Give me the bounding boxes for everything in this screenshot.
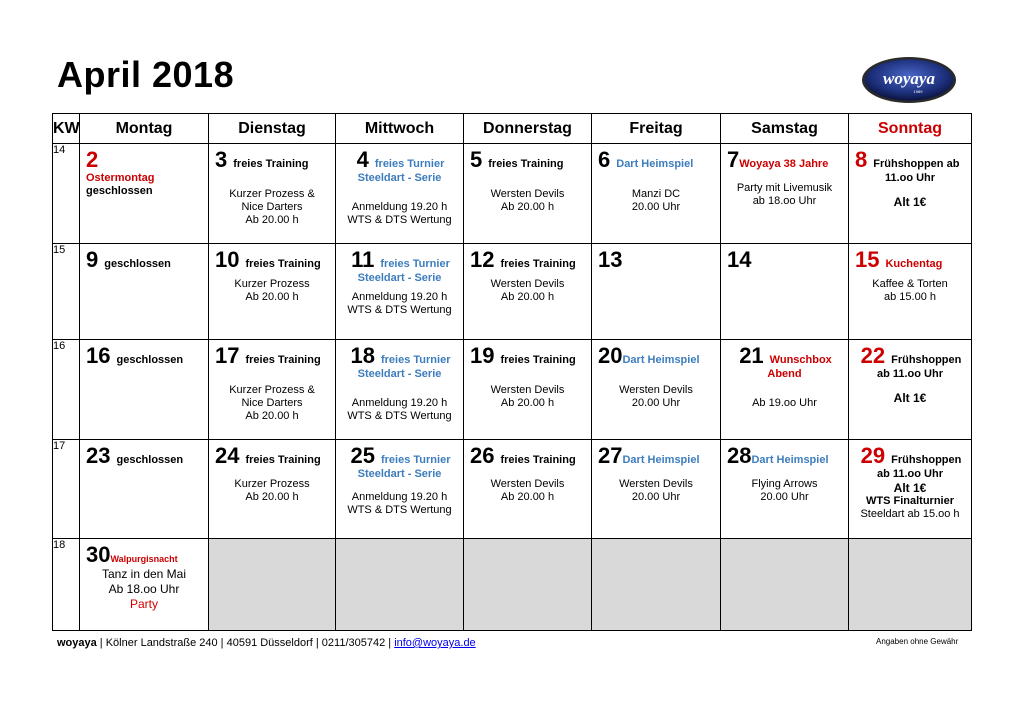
event-info: 20.00 Uhr (631, 491, 681, 503)
event-title: Woyaya 38 Jahre (739, 158, 829, 170)
event-title: geschlossen (104, 258, 171, 270)
day-number: 3 (215, 147, 228, 172)
event-info: Wersten Devils (619, 478, 693, 490)
day-number: 16 (86, 343, 111, 368)
event-title: Dart Heimspiel (751, 454, 829, 466)
event-info: Wersten Devils (619, 384, 693, 396)
column-saturday: Samstag (721, 114, 849, 144)
calendar-table (52, 113, 972, 631)
day-cell (849, 440, 972, 539)
week-number: 14 (53, 144, 80, 244)
header-row (53, 114, 972, 144)
day-cell (80, 144, 209, 244)
day-cell (849, 244, 972, 340)
day-number: 9 (86, 247, 99, 272)
day-number: 6 (598, 147, 611, 172)
day-cell (336, 440, 464, 539)
price-label: Alt 1€ (893, 391, 927, 405)
day-number: 26 (470, 443, 495, 468)
event-info: WTS & DTS Wertung (347, 304, 452, 316)
week-row (53, 539, 972, 631)
event-subtitle: Steeldart - Serie (357, 468, 442, 480)
event-info: Wersten Devils (490, 278, 565, 290)
day-cell (80, 539, 209, 631)
price-label: Alt 1€ (893, 481, 927, 495)
week-row (53, 440, 972, 539)
day-number: 23 (86, 443, 111, 468)
event-subtitle: WTS Finalturnier (866, 495, 954, 507)
day-cell (464, 144, 592, 244)
day-cell (721, 340, 849, 440)
event-subtitle: Steeldart - Serie (357, 272, 442, 284)
event-info: Wersten Devils (490, 188, 565, 200)
column-tuesday: Dienstag (209, 114, 336, 144)
empty-cell (209, 539, 336, 631)
event-info: Kaffee & Torten (872, 278, 948, 290)
logo-text: woyaya (883, 69, 935, 88)
event-info: Ab 19.oo Uhr (752, 397, 817, 409)
day-number: 24 (215, 443, 240, 468)
day-number: 5 (470, 147, 483, 172)
event-title: freies Training (245, 258, 321, 270)
day-cell (592, 440, 721, 539)
event-title: Dart Heimspiel (622, 354, 700, 366)
event-info: Kurzer Prozess (234, 278, 310, 290)
event-info: WTS & DTS Wertung (347, 410, 452, 422)
week-number: 17 (53, 440, 80, 539)
event-subtitle: ab 11.oo Uhr (876, 368, 944, 380)
column-friday: Freitag (592, 114, 721, 144)
event-title: freies Training (245, 354, 321, 366)
day-number: 2 (86, 147, 99, 172)
event-info: Ab 20.00 h (245, 214, 299, 226)
empty-cell (592, 539, 721, 631)
day-cell (80, 244, 209, 340)
day-cell (464, 244, 592, 340)
day-cell (592, 244, 721, 340)
day-number: 27 (598, 443, 623, 468)
event-info: Ab 20.00 h (245, 491, 299, 503)
day-number: 17 (215, 343, 240, 368)
day-number: 15 (855, 247, 880, 272)
day-cell (721, 244, 849, 340)
event-info: Ab 20.00 h (500, 397, 555, 409)
empty-cell (464, 539, 592, 631)
empty-cell (336, 539, 464, 631)
day-cell (721, 144, 849, 244)
event-title: freies Turnier (380, 354, 451, 366)
event-title: Frühshoppen ab (873, 158, 960, 170)
day-number: 18 (350, 343, 375, 368)
event-title: freies Training (245, 454, 321, 466)
event-title: Wunschbox (769, 354, 832, 366)
event-info: Steeldart ab 15.oo h (860, 508, 960, 520)
event-title: freies Training (500, 258, 576, 270)
event-subtitle: 11.oo Uhr (884, 172, 936, 184)
event-info: WTS & DTS Wertung (347, 214, 452, 226)
event-info: Ab 20.00 h (245, 291, 299, 303)
event-info: 20.00 Uhr (760, 491, 809, 503)
event-info: Manzi DC (631, 188, 681, 200)
footer-address: | Kölner Landstraße 240 | 40591 Düsseldorf | 0211/305742 | (96, 637, 395, 649)
day-number: 4 (356, 147, 369, 172)
woyaya-logo-icon (860, 55, 958, 105)
event-info: Ab 20.00 h (500, 291, 555, 303)
day-number: 12 (470, 247, 495, 272)
event-info: Anmeldung 19.20 h (351, 491, 448, 503)
event-info: Kurzer Prozess (234, 478, 310, 490)
event-info: Anmeldung 19.20 h (351, 291, 448, 303)
event-info: Party mit Livemusik (736, 182, 833, 194)
event-title: freies Turnier (374, 158, 445, 170)
event-subtitle: ab 11.oo Uhr (876, 468, 944, 480)
event-info: Anmeldung 19.20 h (351, 201, 448, 213)
day-number: 21 (739, 343, 764, 368)
page-title: April 2018 (57, 54, 235, 95)
day-cell (209, 440, 336, 539)
day-number: 13 (598, 247, 623, 272)
event-title: freies Turnier (380, 258, 450, 270)
event-title: Frühshoppen (891, 454, 962, 466)
day-cell (336, 340, 464, 440)
day-number: 29 (860, 443, 886, 468)
email-link[interactable]: info@woyaya.de (394, 637, 476, 649)
column-thursday: Donnerstag (464, 114, 592, 144)
event-info: Wersten Devils (490, 384, 565, 396)
event-title: Dart Heimspiel (622, 454, 700, 466)
week-number: 15 (53, 244, 80, 340)
event-title: freies Turnier (380, 454, 451, 466)
day-cell (592, 144, 721, 244)
event-info: Nice Darters (241, 201, 303, 213)
day-cell (464, 440, 592, 539)
event-title: geschlossen (116, 354, 184, 366)
event-title: freies Training (500, 354, 576, 366)
day-cell (209, 144, 336, 244)
event-title: Frühshoppen (891, 354, 962, 366)
day-number: 19 (470, 343, 495, 368)
logo-year: 1989 (913, 89, 923, 94)
week-row (53, 244, 972, 340)
day-number: 14 (727, 247, 752, 272)
day-cell (464, 340, 592, 440)
empty-cell (721, 539, 849, 631)
column-monday: Montag (80, 114, 209, 144)
day-cell (80, 440, 209, 539)
event-info: ab 18.oo Uhr (752, 195, 817, 207)
event-title: freies Training (233, 158, 309, 170)
event-info: 20.00 Uhr (631, 201, 681, 213)
holiday-label: Ostermontag (86, 172, 155, 184)
day-cell (80, 340, 209, 440)
day-cell (849, 340, 972, 440)
column-wednesday: Mittwoch (336, 114, 464, 144)
event-subtitle: Steeldart - Serie (357, 368, 442, 380)
event-info: Ab 18.oo Uhr (108, 582, 180, 596)
empty-cell (849, 539, 972, 631)
event-title: geschlossen (116, 454, 184, 466)
day-number: 20 (598, 343, 623, 368)
day-number: 28 (727, 443, 752, 468)
event-title: freies Training (488, 158, 564, 170)
event-title: Walpurgisnacht (110, 554, 178, 564)
column-kw: KW (53, 114, 80, 144)
day-cell (209, 340, 336, 440)
week-row (53, 340, 972, 440)
price-label: Alt 1€ (893, 195, 927, 209)
event-info: Anmeldung 19.20 h (351, 397, 448, 409)
day-number: 11 (351, 247, 375, 272)
event-info: Kurzer Prozess & (229, 188, 315, 200)
week-number: 16 (53, 340, 80, 440)
column-sunday: Sonntag (849, 114, 972, 144)
event-label: geschlossen (86, 185, 153, 197)
event-info: ab 15.00 h (884, 291, 936, 303)
event-info: Ab 20.00 h (245, 410, 299, 422)
day-number: 25 (350, 443, 375, 468)
day-number: 8 (855, 147, 868, 172)
event-title: freies Training (500, 454, 576, 466)
day-number: 10 (215, 247, 240, 272)
day-number: 22 (860, 343, 886, 368)
day-cell (721, 440, 849, 539)
disclaimer: Angaben ohne Gewähr (876, 637, 959, 646)
day-number: 7 (727, 147, 740, 172)
event-info: Nice Darters (241, 397, 303, 409)
event-title: Kuchentag (885, 258, 943, 270)
day-cell (592, 340, 721, 440)
event-info: WTS & DTS Wertung (347, 504, 452, 516)
day-cell (336, 244, 464, 340)
event-info: Party (129, 597, 158, 611)
event-info: Tanz in den Mai (101, 567, 187, 581)
event-subtitle: Abend (767, 368, 802, 380)
footer (57, 637, 476, 649)
week-number: 18 (53, 539, 80, 631)
day-cell (336, 144, 464, 244)
day-cell (209, 244, 336, 340)
event-info: Ab 20.00 h (500, 491, 555, 503)
day-cell (849, 144, 972, 244)
event-title: Dart Heimspiel (616, 158, 694, 170)
event-info: Wersten Devils (490, 478, 565, 490)
week-row (53, 144, 972, 244)
event-info: Ab 20.00 h (500, 201, 555, 213)
footer-brand: woyaya (57, 637, 97, 649)
event-subtitle: Steeldart - Serie (357, 172, 442, 184)
event-info: Kurzer Prozess & (229, 384, 315, 396)
day-number: 30 (86, 542, 111, 567)
event-info: Flying Arrows (751, 478, 818, 490)
event-info: 20.00 Uhr (631, 397, 681, 409)
